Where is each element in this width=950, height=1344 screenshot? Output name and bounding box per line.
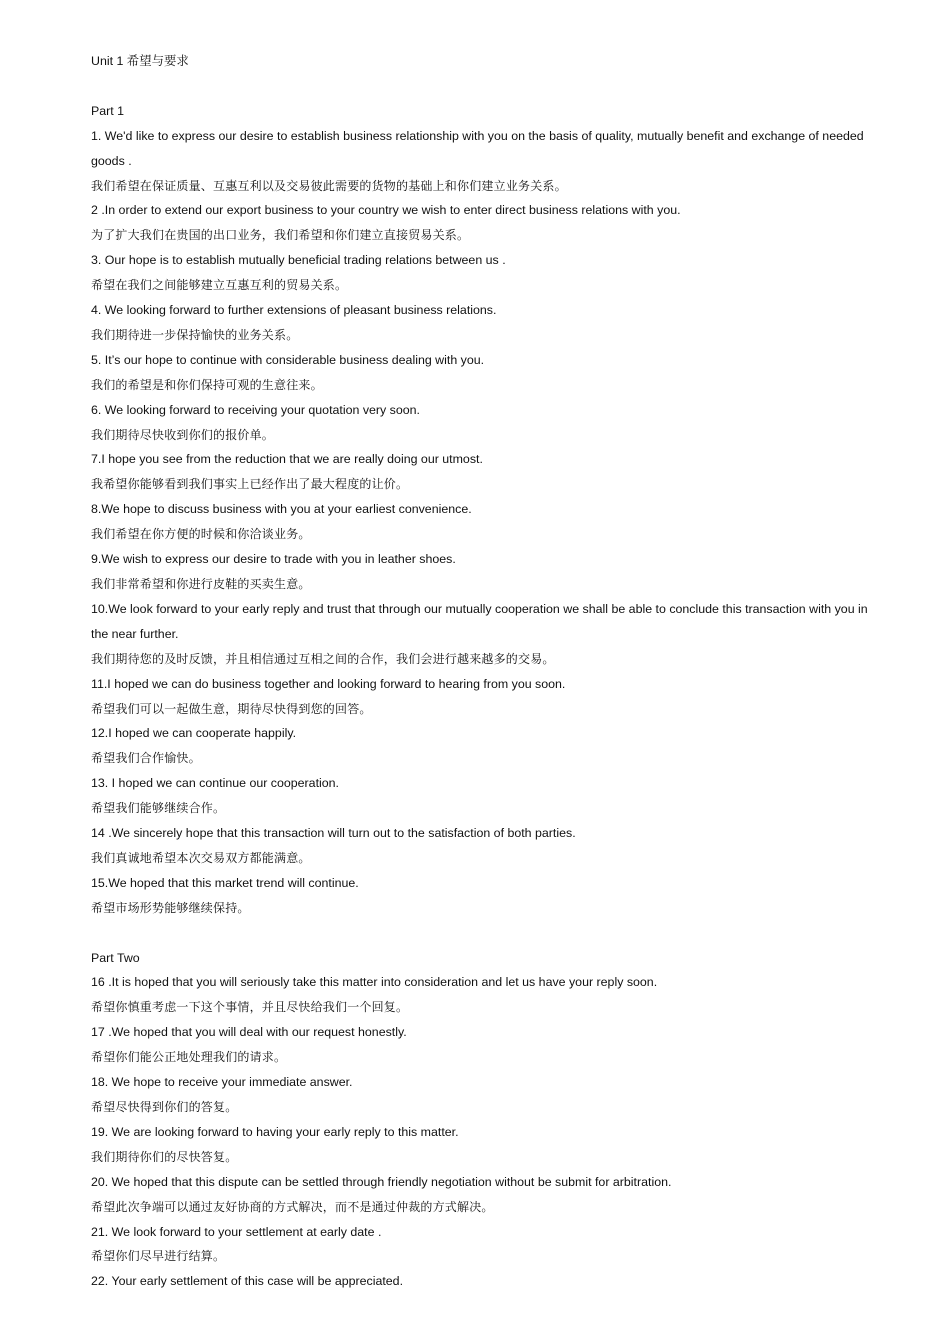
sentence-zh: 希望你们能公正地处理我们的请求。: [91, 1050, 287, 1065]
sentence-en: 9.We wish to express our desire to trade with you in leather shoes.: [91, 552, 456, 567]
sentence-zh: 我们真诚地希望本次交易双方都能满意。: [91, 850, 311, 865]
sentence-zh: 希望市场形势能够继续保持。: [91, 900, 250, 915]
sentence-zh: 我们希望在保证质量、互惠互利以及交易彼此需要的货物的基础上和你们建立业务关系。: [91, 178, 567, 193]
sentence-en: 11.I hoped we can do business together and looking forward to hearing from you soon.: [91, 676, 566, 691]
sentence-en: 21. We look forward to your settlement at early date .: [91, 1224, 382, 1239]
sentence-en: 14 .We sincerely hope that this transaction will turn out to the satisfaction of both parties.: [91, 826, 576, 841]
document-page: [91, 49, 871, 1294]
sentence-en: 6. We looking forward to receiving your quotation very soon.: [91, 402, 420, 417]
sentence-en: 19. We are looking forward to having your early reply to this matter.: [91, 1124, 459, 1139]
sentence-zh: 我们非常希望和你进行皮鞋的买卖生意。: [91, 577, 311, 591]
sentence-zh: 希望我们可以一起做生意，期待尽快得到您的回答。: [91, 701, 372, 716]
sentence-en: 12.I hoped we can cooperate happily.: [91, 726, 297, 741]
sentence-zh: 我们希望在你方便的时候和你洽谈业务。: [91, 527, 311, 542]
sentence-en: 4. We looking forward to further extensions of pleasant business relations.: [91, 303, 497, 318]
sentence-en: 5. It’s our hope to continue with considerable business dealing with you.: [91, 352, 485, 367]
sentence-en: 7.I hope you see from the reduction that we are really doing our utmost.: [91, 452, 483, 467]
sentence-zh: 我们的希望是和你们保持可观的生意往来。: [91, 377, 323, 392]
sentence-en: 2 .In order to extend our export business to your country we wish to enter direct business relations with you.: [91, 203, 681, 218]
sentence-en: 3. Our hope is to establish mutually beneficial trading relations between us .: [91, 253, 506, 268]
sentence-en: 18. We hope to receive your immediate answer.: [91, 1075, 353, 1090]
part-2-items: [91, 970, 871, 1294]
part-2-heading: Part Two: [91, 950, 140, 965]
sentence-en: 13. I hoped we can continue our cooperation.: [91, 776, 339, 791]
sentence-zh: 希望我们合作愉快。: [91, 751, 201, 766]
sentence-zh: 希望我们能够继续合作。: [91, 801, 226, 816]
sentence-zh: 希望尽快得到你们的答复。: [91, 1100, 238, 1115]
sentence-zh: 我们期待尽快收到你们的报价单。: [91, 427, 275, 442]
spacer: [91, 74, 871, 99]
sentence-zh: 希望在我们之间能够建立互惠互利的贸易关系。: [91, 278, 348, 293]
sentence-zh: 我们期待您的及时反馈，并且相信通过互相之间的合作，我们会进行越来越多的交易。: [91, 651, 555, 666]
sentence-zh: 我希望你能够看到我们事实上已经作出了最大程度的让价。: [91, 477, 409, 492]
sentence-en: 17 .We hoped that you will deal with our request honestly.: [91, 1025, 407, 1040]
sentence-en: 10.We look forward to your early reply and trust that through our mutually cooperation we shall be able to conclude this transaction with you in the near further.: [91, 601, 868, 641]
sentence-zh: 希望此次争端可以通过友好协商的方式解决，而不是通过仲裁的方式解决。: [91, 1199, 494, 1214]
part-1-items: [91, 124, 871, 921]
sentence-en: 15.We hoped that this market trend will continue.: [91, 875, 359, 890]
sentence-en: 22. Your early settlement of this case will be appreciated.: [91, 1274, 404, 1289]
spacer: [91, 921, 871, 946]
sentence-zh: 为了扩大我们在贵国的出口业务，我们希望和你们建立直接贸易关系。: [91, 228, 470, 243]
sentence-en: 16 .It is hoped that you will seriously take this matter into consideration and let us have your reply soon.: [91, 975, 658, 990]
part-1-heading: Part 1: [91, 103, 125, 118]
sentence-zh: 我们期待进一步保持愉快的业务关系。: [91, 327, 299, 342]
sentence-en: 8.We hope to discuss business with you at your earliest convenience.: [91, 502, 472, 517]
sentence-zh: 希望你慎重考虑一下这个事情，并且尽快给我们一个回复。: [91, 1000, 409, 1015]
sentence-en: 1. We'd like to express our desire to establish business relationship with you on the basis of quality, mutually benefit and exchange of needed goods .: [91, 128, 864, 168]
unit-title: Unit 1 希望与要求: [91, 54, 189, 68]
sentence-zh: 希望你们尽早进行结算。: [91, 1249, 226, 1264]
sentence-zh: 我们期待你们的尽快答复。: [91, 1149, 238, 1164]
sentence-en: 20. We hoped that this dispute can be settled through friendly negotiation without be submit for arbitration.: [91, 1174, 672, 1189]
